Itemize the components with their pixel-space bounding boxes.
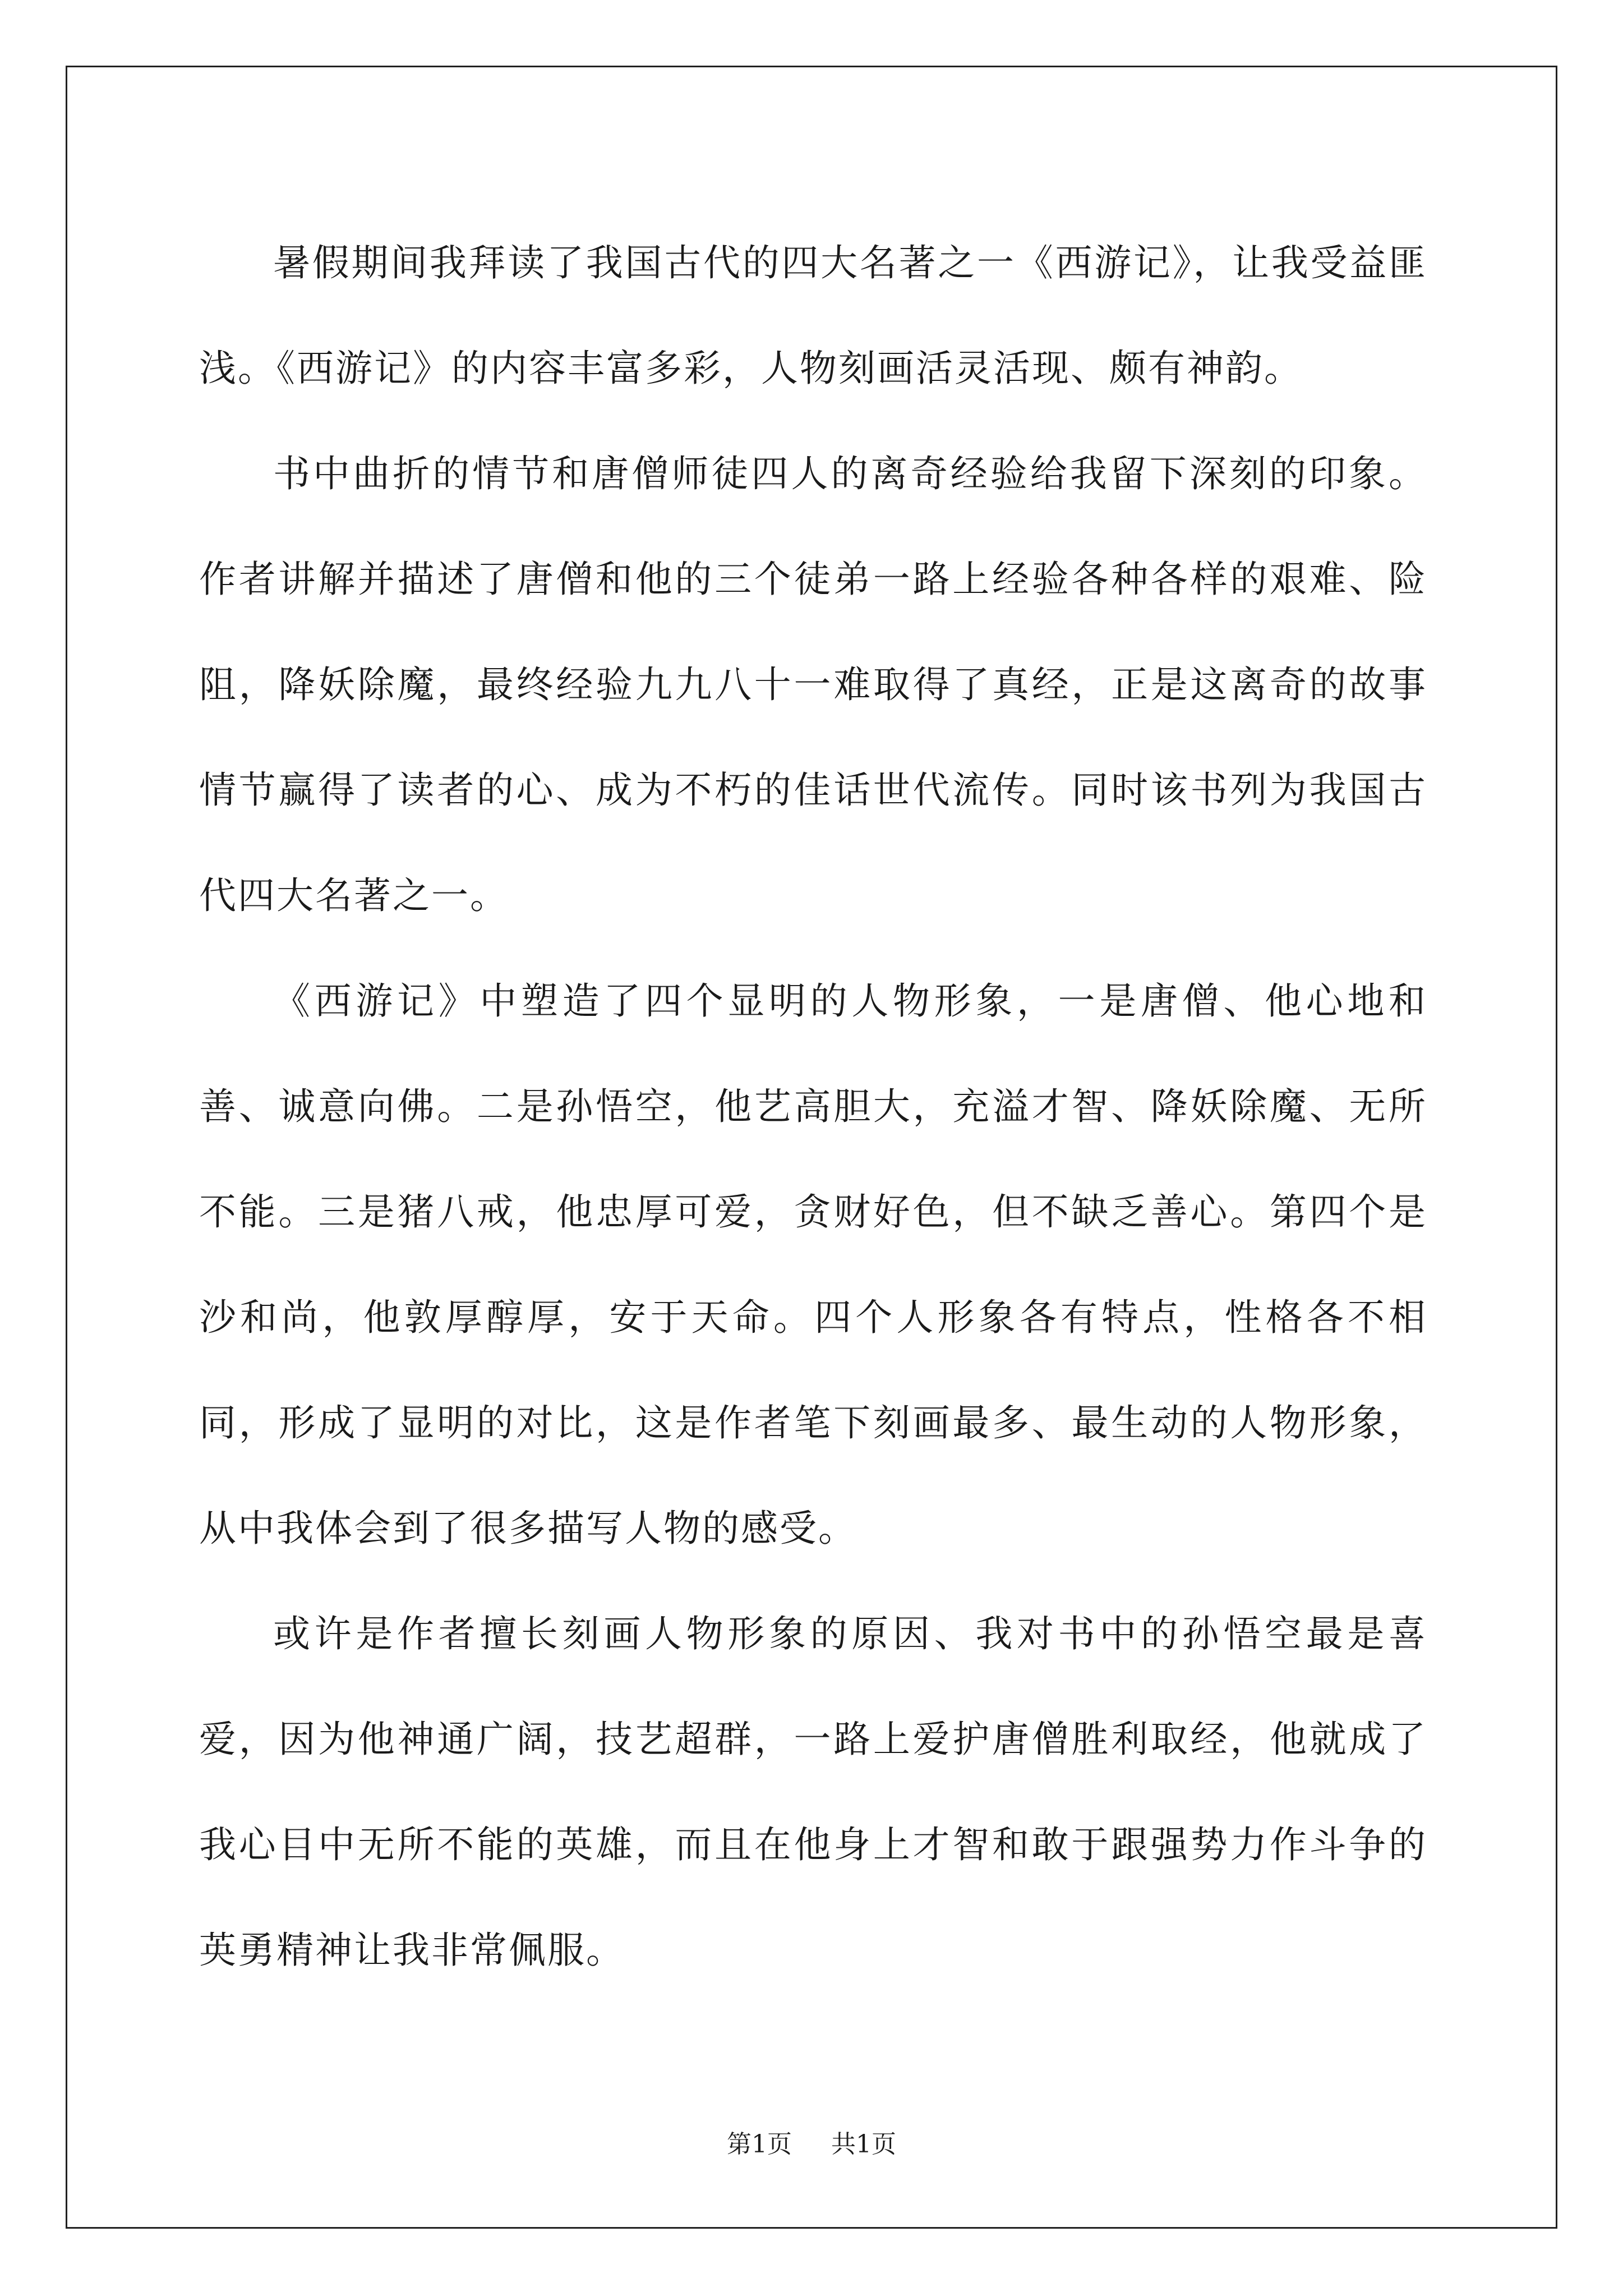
page-total: 共1页 [831,2130,896,2159]
document-body [199,210,1427,2003]
paragraph: 暑假期间我拜读了我国古代的四大名著之一《西游记》，让我受益匪浅。《西游记》的内容丰富多彩，人物刻画活灵活现、颇有神韵。 [199,241,1427,390]
page-footer [0,2128,1623,2161]
paragraph: 或许是作者擅长刻画人物形象的原因、我对书中的孙悟空最是喜爱，因为他神通广阔，技艺超群，一路上爱护唐僧胜利取经，他就成了我心目中无所不能的英雄，而且在他身上才智和敢于跟强势力作斗争的英勇精神让我非常佩服。 [199,1612,1427,1972]
paragraph: 《西游记》中塑造了四个显明的人物形象，一是唐僧、他心地和善、诚意向佛。二是孙悟空，他艺高胆大，充溢才智、降妖除魔、无所不能。三是猪八戒，他忠厚可爱，贪财好色，但不缺乏善心。第四个是沙和尚，他敦厚醇厚，安于天命。四个人形象各有特点，性格各不相同，形成了显明的对比，这是作者笔下刻画最多、最生动的人物形象，从中我体会到了很多描写人物的感受。 [199,979,1427,1550]
page-number: 第1页 [727,2130,792,2159]
paragraph: 书中曲折的情节和唐僧师徒四人的离奇经验给我留下深刻的印象。作者讲解并描述了唐僧和他的三个徒弟一路上经验各种各样的艰难、险阻，降妖除魔，最终经验九九八十一难取得了真经，正是这离奇的故事情节赢得了读者的心、成为不朽的佳话世代流传。同时该书列为我国古代四大名著之一。 [199,452,1427,917]
